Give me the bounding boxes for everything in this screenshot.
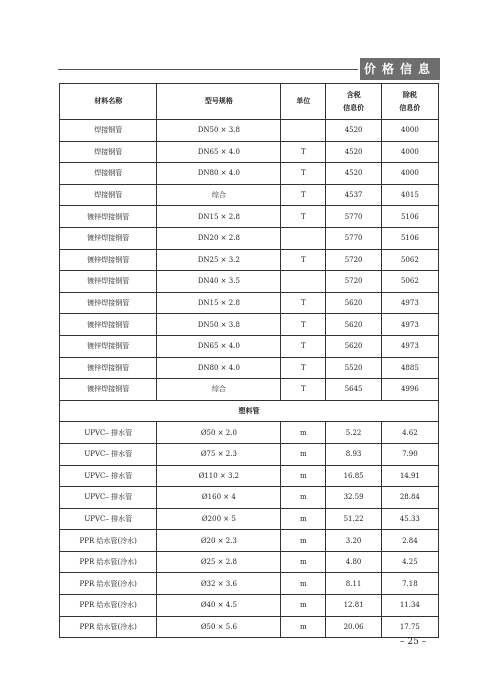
cell-unit: T <box>281 292 326 314</box>
cell-spec: DN15 × 2.8 <box>157 206 281 228</box>
cell-material-name: PPR 给水管(冷水) <box>60 551 157 573</box>
cell-notax-price: 17.75 <box>381 616 438 638</box>
cell-spec: Ø75 × 2.3 <box>157 443 281 465</box>
cell-material-name: UPVC– 排水管 <box>60 487 157 509</box>
cell-spec: DN15 × 2.8 <box>157 292 281 314</box>
cell-tax-price: 4520 <box>326 163 381 185</box>
table-row <box>60 530 439 552</box>
section-tab: 价格信息 <box>360 58 440 80</box>
cell-unit <box>281 271 326 293</box>
cell-tax-price: 32.59 <box>326 487 381 509</box>
cell-tax-price: 8.11 <box>326 573 381 595</box>
cell-notax-price: 4000 <box>381 141 438 163</box>
col-header-name: 材料名称 <box>60 84 157 120</box>
cell-material-name: PPR 给水管(冷水) <box>60 573 157 595</box>
cell-tax-price: 5620 <box>326 335 381 357</box>
col-header-notax-price <box>381 84 438 120</box>
cell-tax-price: 20.06 <box>326 616 381 638</box>
table-row <box>60 357 439 379</box>
table-row <box>60 573 439 595</box>
cell-unit: m <box>281 443 326 465</box>
table-row <box>60 595 439 617</box>
cell-notax-price: 4885 <box>381 357 438 379</box>
cell-notax-price: 4996 <box>381 379 438 401</box>
cell-tax-price: 5770 <box>326 227 381 249</box>
header-line-2: 信息价 <box>343 103 365 112</box>
cell-unit: m <box>281 530 326 552</box>
cell-unit <box>281 227 326 249</box>
table-row <box>60 314 439 336</box>
cell-spec: DN25 × 3.2 <box>157 249 281 271</box>
table-row <box>60 465 439 487</box>
cell-tax-price: 8.93 <box>326 443 381 465</box>
table-row <box>60 379 439 401</box>
cell-tax-price: 5.22 <box>326 422 381 444</box>
cell-unit: m <box>281 616 326 638</box>
header-line-1: 含税 <box>346 90 361 99</box>
cell-unit: m <box>281 595 326 617</box>
cell-unit <box>281 120 326 142</box>
cell-unit: T <box>281 357 326 379</box>
cell-tax-price: 12.81 <box>326 595 381 617</box>
cell-material-name: 镀锌焊接钢管 <box>60 314 157 336</box>
cell-unit: T <box>281 163 326 185</box>
cell-unit: T <box>281 184 326 206</box>
section-label: 塑料管 <box>60 400 439 422</box>
cell-material-name: 镀锌焊接钢管 <box>60 249 157 271</box>
col-header-spec: 型号规格 <box>157 84 281 120</box>
cell-tax-price: 4537 <box>326 184 381 206</box>
cell-spec: Ø25 × 2.8 <box>157 551 281 573</box>
cell-tax-price: 5770 <box>326 206 381 228</box>
cell-material-name: 镀锌焊接钢管 <box>60 379 157 401</box>
cell-unit: T <box>281 379 326 401</box>
table-row <box>60 292 439 314</box>
table-row <box>60 551 439 573</box>
cell-unit: T <box>281 141 326 163</box>
cell-material-name: UPVC– 排水管 <box>60 508 157 530</box>
cell-unit: T <box>281 314 326 336</box>
cell-spec: Ø40 × 4.5 <box>157 595 281 617</box>
table-row <box>60 184 439 206</box>
table-row <box>60 508 439 530</box>
cell-tax-price: 4.80 <box>326 551 381 573</box>
header-line-1: 除税 <box>402 90 417 99</box>
cell-notax-price: 2.84 <box>381 530 438 552</box>
cell-spec: 综合 <box>157 379 281 401</box>
cell-tax-price: 51.22 <box>326 508 381 530</box>
cell-spec: Ø32 × 3.6 <box>157 573 281 595</box>
cell-tax-price: 4520 <box>326 141 381 163</box>
cell-spec: Ø200 × 5 <box>157 508 281 530</box>
cell-spec: DN65 × 4.0 <box>157 335 281 357</box>
cell-spec: Ø50 × 2.0 <box>157 422 281 444</box>
col-header-unit: 单位 <box>281 84 326 120</box>
cell-notax-price: 4973 <box>381 314 438 336</box>
cell-unit: m <box>281 573 326 595</box>
cell-notax-price: 4000 <box>381 163 438 185</box>
cell-unit: m <box>281 508 326 530</box>
cell-tax-price: 5720 <box>326 271 381 293</box>
table-row <box>60 227 439 249</box>
cell-notax-price: 14.91 <box>381 465 438 487</box>
cell-material-name: 焊接钢管 <box>60 141 157 163</box>
cell-notax-price: 45.33 <box>381 508 438 530</box>
cell-notax-price: 4000 <box>381 120 438 142</box>
cell-notax-price: 4015 <box>381 184 438 206</box>
table-row <box>60 443 439 465</box>
section-row <box>60 400 439 422</box>
cell-material-name: UPVC– 排水管 <box>60 465 157 487</box>
cell-material-name: 焊接钢管 <box>60 184 157 206</box>
table-row <box>60 120 439 142</box>
cell-tax-price: 5520 <box>326 357 381 379</box>
cell-tax-price: 5720 <box>326 249 381 271</box>
cell-notax-price: 4.25 <box>381 551 438 573</box>
cell-spec: DN40 × 3.5 <box>157 271 281 293</box>
cell-tax-price: 5620 <box>326 292 381 314</box>
table-row <box>60 271 439 293</box>
cell-spec: Ø160 × 4 <box>157 487 281 509</box>
cell-material-name: UPVC– 排水管 <box>60 443 157 465</box>
table-row <box>60 335 439 357</box>
cell-material-name: PPR 给水管(冷水) <box>60 616 157 638</box>
cell-material-name: 镀锌焊接钢管 <box>60 206 157 228</box>
cell-spec: DN50 × 3.8 <box>157 314 281 336</box>
cell-tax-price: 4520 <box>326 120 381 142</box>
cell-notax-price: 28.84 <box>381 487 438 509</box>
cell-material-name: 焊接钢管 <box>60 120 157 142</box>
cell-material-name: PPR 给水管(冷水) <box>60 530 157 552</box>
cell-unit: m <box>281 422 326 444</box>
cell-material-name: 镀锌焊接钢管 <box>60 335 157 357</box>
cell-notax-price: 5106 <box>381 206 438 228</box>
cell-notax-price: 5062 <box>381 271 438 293</box>
cell-notax-price: 4973 <box>381 335 438 357</box>
table-row <box>60 422 439 444</box>
cell-spec: Ø110 × 3.2 <box>157 465 281 487</box>
cell-notax-price: 5106 <box>381 227 438 249</box>
table-row <box>60 487 439 509</box>
table-header-row <box>60 84 439 120</box>
cell-spec: DN80 × 4.0 <box>157 163 281 185</box>
cell-unit: m <box>281 487 326 509</box>
cell-tax-price: 3.20 <box>326 530 381 552</box>
cell-unit: m <box>281 551 326 573</box>
cell-unit: T <box>281 335 326 357</box>
cell-spec: 综合 <box>157 184 281 206</box>
table-row <box>60 206 439 228</box>
price-table <box>59 83 439 638</box>
cell-spec: DN65 × 4.0 <box>157 141 281 163</box>
cell-spec: DN80 × 4.0 <box>157 357 281 379</box>
cell-unit: m <box>281 465 326 487</box>
table-row <box>60 163 439 185</box>
cell-material-name: 镀锌焊接钢管 <box>60 357 157 379</box>
cell-notax-price: 11.34 <box>381 595 438 617</box>
cell-unit: T <box>281 206 326 228</box>
cell-material-name: PPR 给水管(冷水) <box>60 595 157 617</box>
cell-spec: Ø20 × 2.3 <box>157 530 281 552</box>
cell-notax-price: 4973 <box>381 292 438 314</box>
cell-notax-price: 4.62 <box>381 422 438 444</box>
cell-notax-price: 7.18 <box>381 573 438 595</box>
header-line-2: 信息价 <box>399 103 421 112</box>
cell-notax-price: 5062 <box>381 249 438 271</box>
header-rule <box>58 69 358 70</box>
cell-material-name: 焊接钢管 <box>60 163 157 185</box>
cell-notax-price: 7.90 <box>381 443 438 465</box>
cell-tax-price: 5620 <box>326 314 381 336</box>
cell-spec: Ø50 × 5.6 <box>157 616 281 638</box>
page-number: – 25 – <box>400 637 427 647</box>
table-row <box>60 141 439 163</box>
cell-material-name: 镀锌焊接钢管 <box>60 227 157 249</box>
cell-material-name: 镀锌焊接钢管 <box>60 292 157 314</box>
table-row <box>60 616 439 638</box>
cell-material-name: UPVC– 排水管 <box>60 422 157 444</box>
cell-tax-price: 16.85 <box>326 465 381 487</box>
cell-spec: DN50 × 3.8 <box>157 120 281 142</box>
table-row <box>60 249 439 271</box>
cell-unit: T <box>281 249 326 271</box>
cell-material-name: 镀锌焊接钢管 <box>60 271 157 293</box>
col-header-tax-price <box>326 84 381 120</box>
cell-tax-price: 5645 <box>326 379 381 401</box>
cell-spec: DN20 × 2.8 <box>157 227 281 249</box>
